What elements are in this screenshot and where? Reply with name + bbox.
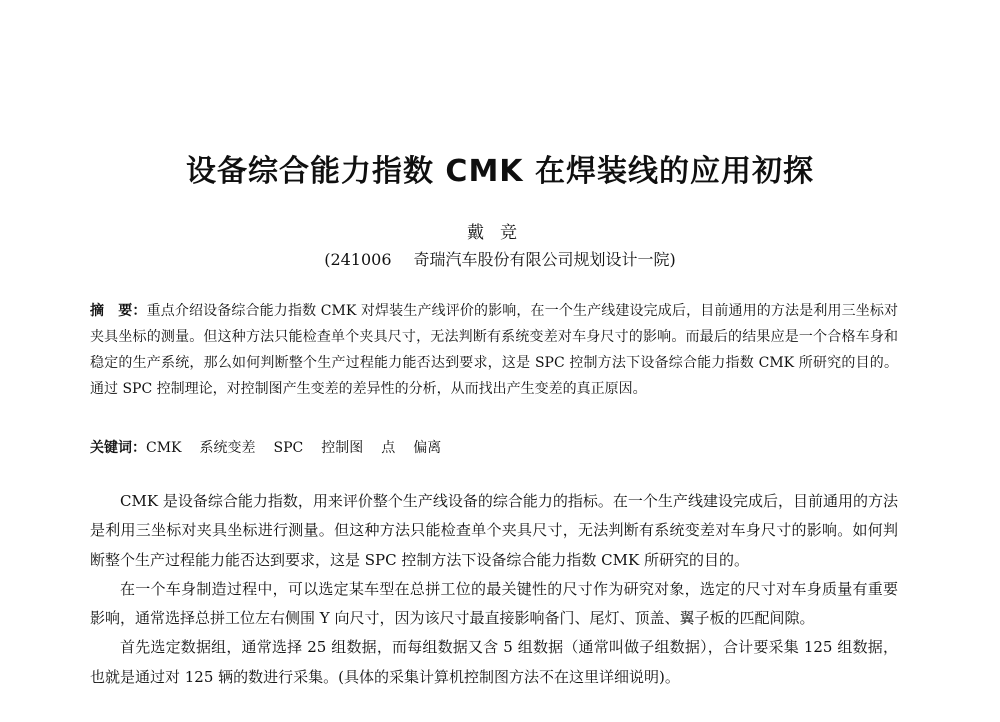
postal-code: (241006 <box>324 250 392 269</box>
body-paragraph: CMK 是设备综合能力指数，用来评价整个生产线设备的综合能力的指标。在一个生产线建设完成后，目前通用的方法是利用三坐标对夹具坐标进行测量。但这种方法只能检查单个夹具尺寸，无法判断有系统变差对车身尺寸的影响。如何判断整个生产过程能力能否达到要求，这是 SPC 控制方法下设备综合能力指数 CMK 所研究的目的。 <box>90 492 898 569</box>
keywords <box>90 436 898 460</box>
keyword: SPC <box>273 440 304 456</box>
organization: 奇瑞汽车股份有限公司规划设计一院) <box>413 250 676 269</box>
keywords-label: 关键词： <box>90 440 146 456</box>
author-affiliation <box>0 247 1000 270</box>
body-paragraph: 在一个车身制造过程中，可以选定某车型在总拼工位的最关键性的尺寸作为研究对象，选定的尺寸对车身质量有重要影响，通常选择总拼工位左右侧围 Y 向尺寸，因为该尺寸最直接影响备门、尾灯、顶盖、翼子板的匹配间隙。 <box>90 579 898 628</box>
paper-title: 设备综合能力指数 CMK 在焊装线的应用初探 <box>185 154 814 189</box>
body-text <box>90 487 898 692</box>
author-name: 戴竞 <box>467 223 533 243</box>
keyword: 点 <box>381 440 396 456</box>
abstract-text: 重点介绍设备综合能力指数 CMK 对焊装生产线评价的影响，在一个生产线建设完成后，目前通用的方法是利用三坐标对夹具坐标的测量。但这种方法只能检查单个夹具尺寸，无法判断有系统变差对车身尺寸的影响。而最后的结果应是一个合格车身和稳定的生产系统，那么如何判断整个生产过程能力能否达到要求，这是 SPC 控制方法下设备综合能力指数 CMK 所研究的目的。通过 SPC 控制理论，对控制图产生变差的差异性的分析，从而找出产生变差的真正原因。 <box>90 303 899 397</box>
keyword: CMK <box>146 440 182 456</box>
keyword: 偏离 <box>413 440 442 456</box>
keyword: 控制图 <box>321 440 364 456</box>
keyword: 系统变差 <box>199 440 256 456</box>
abstract-label: 摘 要： <box>90 303 147 319</box>
body-paragraph: 首先选定数据组，通常选择 25 组数据，而每组数据又含 5 组数据（通常叫做子组数据），合计要采集 125 组数据，也就是通过对 125 辆的数进行采集。(具体的采集计算机控制图方法不在这里详细说明)。 <box>90 638 898 686</box>
abstract <box>90 298 898 402</box>
